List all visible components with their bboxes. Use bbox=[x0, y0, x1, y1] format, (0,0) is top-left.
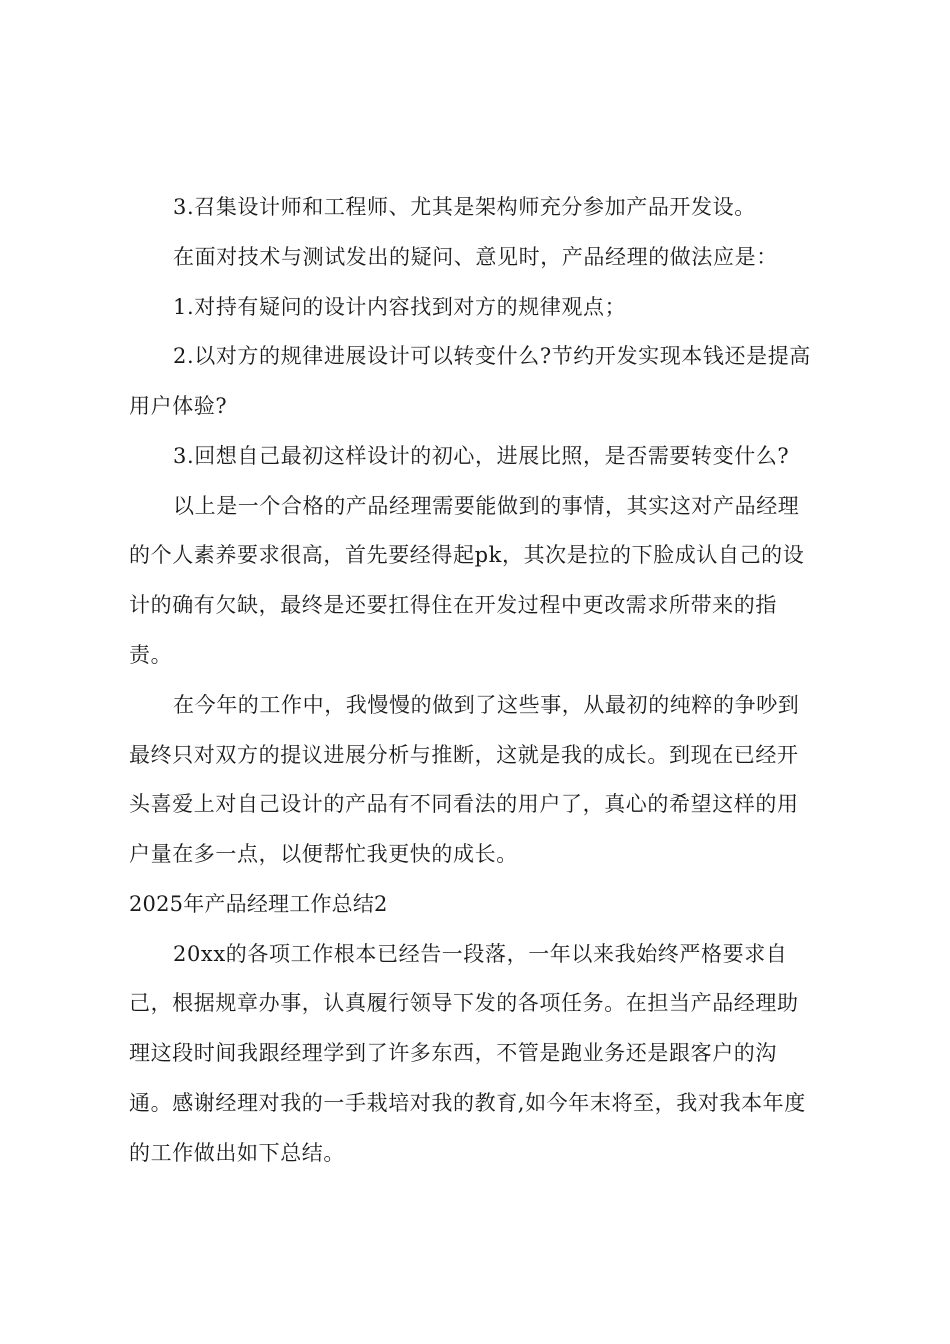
text-line: 通。感谢经理对我的一手栽培对我的教育,如今年末将至，我对我本年度 bbox=[129, 1091, 806, 1115]
text-line: 己，根据规章办事，认真履行领导下发的各项任务。在担当产品经理助 bbox=[129, 991, 799, 1015]
text-line: 在面对技术与测试发出的疑问、意见时，产品经理的做法应是： bbox=[173, 245, 778, 269]
text-line: 的个人素养要求很高，首先要经得起pk，其次是拉的下脸成认自己的设 bbox=[129, 543, 805, 567]
text-line: 最终只对双方的提议进展分析与推断，这就是我的成长。到现在已经开 bbox=[129, 743, 799, 767]
text-line: 2.以对方的规律进展设计可以转变什么?节约开发实现本钱还是提高 bbox=[173, 344, 811, 368]
text-line: 在今年的工作中，我慢慢的做到了这些事，从最初的纯粹的争吵到 bbox=[173, 693, 800, 717]
text-line: 理这段时间我跟经理学到了许多东西，不管是跑业务还是跟客户的沟 bbox=[129, 1041, 777, 1065]
text-line: 责。 bbox=[129, 643, 173, 667]
text-line: 20xx的各项工作根本已经告一段落，一年以来我始终严格要求自 bbox=[173, 942, 788, 966]
text-line: 3.回想自己最初这样设计的初心，进展比照，是否需要转变什么? bbox=[173, 444, 790, 468]
text-line: 头喜爱上对自己设计的产品有不同看法的用户了，真心的希望这样的用 bbox=[129, 792, 799, 816]
text-line: 的工作做出如下总结。 bbox=[129, 1141, 345, 1165]
text-line: 计的确有欠缺，最终是还要扛得住在开发过程中更改需求所带来的指 bbox=[129, 593, 777, 617]
section-heading: 2025年产品经理工作总结2 bbox=[129, 892, 388, 916]
text-line: 户量在多一点，以便帮忙我更快的成长。 bbox=[129, 842, 518, 866]
text-line: 3.召集设计师和工程师、尤其是架构师充分参加产品开发设。 bbox=[173, 195, 756, 219]
text-line: 1.对持有疑问的设计内容找到对方的规律观点； bbox=[173, 295, 627, 319]
text-line: 用户体验? bbox=[129, 394, 228, 418]
text-line: 以上是一个合格的产品经理需要能做到的事情，其实这对产品经理 bbox=[173, 494, 800, 518]
